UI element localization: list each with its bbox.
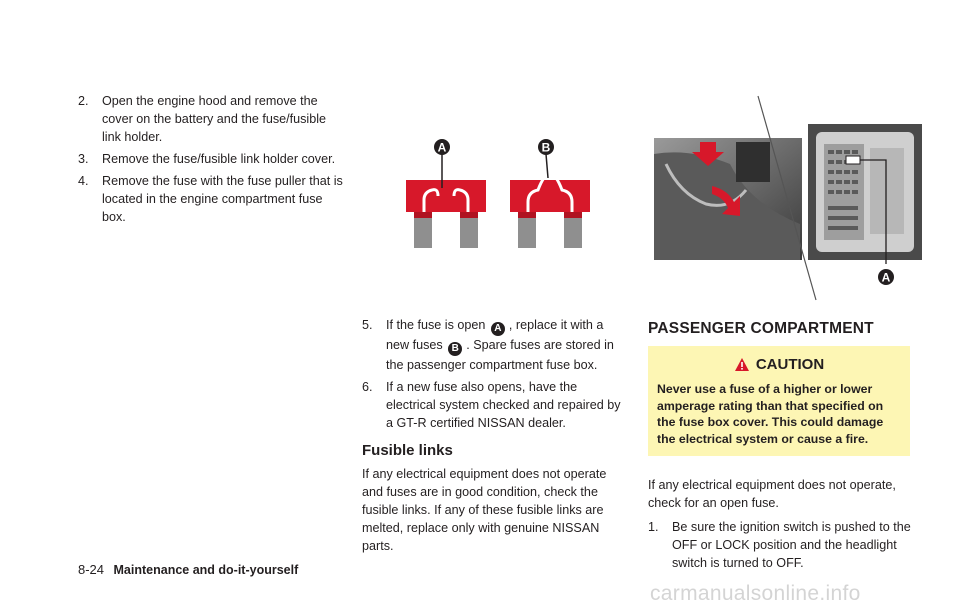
warning-icon: [734, 357, 750, 372]
page-number: 8-24: [78, 562, 105, 577]
passenger-fuse-text: [648, 476, 912, 576]
passenger-compartment-heading: PASSENGER COMPARTMENT: [648, 320, 874, 337]
passenger-steps: [648, 518, 912, 572]
engine-fuse-steps: [78, 92, 346, 230]
fusible-links-heading: Fusible links: [362, 442, 453, 459]
caution-box: [648, 346, 910, 456]
passenger-intro: If any electrical equipment does not operate, check for an open fuse.: [648, 478, 896, 510]
label-a-marker: A: [491, 322, 505, 336]
watermark-text: carmanualsonline.info: [650, 582, 861, 605]
label-b-callout: [538, 139, 554, 155]
step-3: 3. Remove the fuse/fusible link holder cover.: [78, 152, 336, 166]
step-2: 2. Open the engine hood and remove the cover on the battery and the fuse/fusible link holder.: [78, 94, 327, 144]
fuse-steps-5-6: [362, 316, 630, 432]
label-a-callout-photo: [878, 269, 894, 285]
label-b-marker: B: [448, 342, 462, 356]
label-a-photo: A: [881, 270, 891, 285]
fuse-a-open: [406, 154, 486, 248]
passenger-step-1: 1. Be sure the ignition switch is pushed to the OFF or LOCK position and the headlight switch is turned to OFF.: [648, 520, 911, 570]
fusible-links-body: If any electrical equipment does not operate and fuses are in good condition, check the fusible links. If any of these fusible links are melted, replace only with genuine NISSAN parts.: [362, 467, 607, 553]
step-6: 6. If a new fuse also opens, have the electrical system checked and repaired by a GT-R certified NISSAN dealer.: [362, 380, 621, 430]
caution-header: [648, 356, 910, 373]
section-title: Maintenance and do-it-yourself: [113, 563, 299, 577]
caution-body: Never use a fuse of a higher or lower amperage rating than that specified on the fuse box cover. This could damage the electrical system or cause a fire.: [657, 382, 884, 446]
step-4: 4. Remove the fuse with the fuse puller that is located in the engine compartment fuse box.: [78, 174, 343, 224]
passenger-fuse-box-photo: [650, 94, 924, 304]
label-a-callout: [434, 139, 450, 155]
step-5: 5. If the fuse is open A , replace it with a new fuses B . Spare fuses are stored in the passenger compartment fuse box.: [362, 318, 614, 372]
fuse-illustration: [392, 130, 624, 252]
label-a: A: [437, 140, 447, 155]
label-b: B: [541, 140, 551, 155]
fuse-b-good: [510, 154, 590, 248]
fuse-replacement-text: [362, 316, 630, 555]
page-footer: [78, 562, 298, 577]
caution-title: CAUTION: [755, 356, 825, 373]
